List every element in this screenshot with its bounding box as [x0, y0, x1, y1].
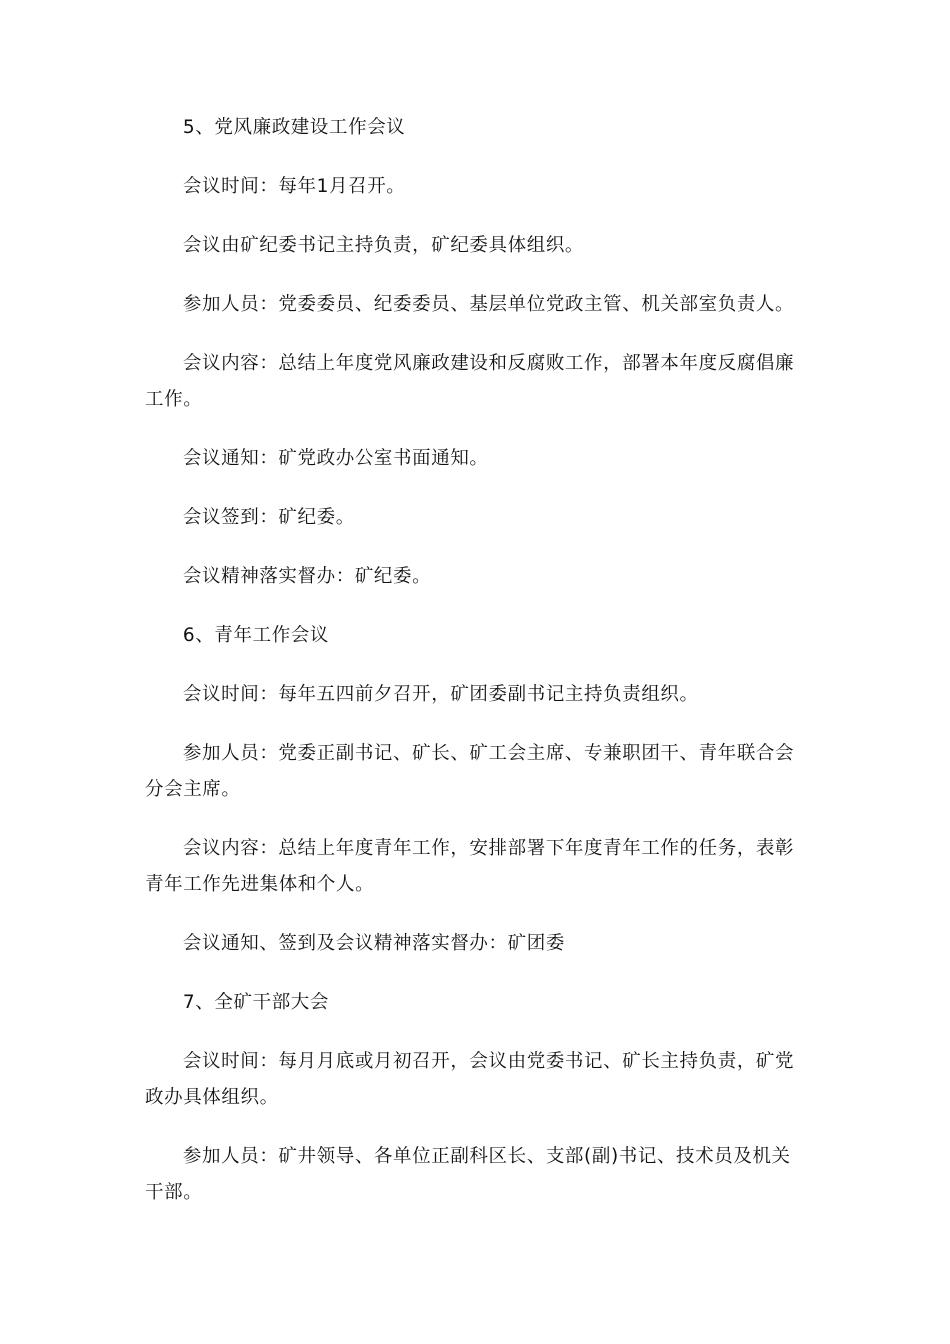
meeting-time: 会议时间：每年1月召开。	[182, 176, 406, 197]
meeting-supervision: 会议精神落实督办：矿纪委。	[182, 566, 432, 587]
document-body	[145, 110, 800, 1234]
meeting-attendees: 参加人员：党委正副书记、矿长、矿工会主席、专兼职团干、青年联合会分会主席。	[145, 743, 795, 800]
section-heading-7: 7、全矿干部大会	[182, 992, 329, 1013]
meeting-signin: 会议签到：矿纪委。	[182, 507, 355, 528]
meeting-notice: 会议通知：矿党政办公室书面通知。	[182, 448, 489, 469]
meeting-time: 会议时间：每年五四前夕召开，矿团委副书记主持负责组织。	[182, 684, 699, 705]
meeting-attendees: 参加人员：党委委员、纪委委员、基层单位党政主管、机关部室负责人。	[182, 294, 795, 315]
meeting-host: 会议由矿纪委书记主持负责，矿纪委具体组织。	[182, 235, 585, 256]
meeting-attendees: 参加人员：矿井领导、各单位正副科区长、支部(副)书记、技术员及机关干部。	[145, 1146, 791, 1203]
meeting-notice-signin-supervision: 会议通知、签到及会议精神落实督办：矿团委	[182, 933, 565, 954]
section-heading-6: 6、青年工作会议	[182, 625, 329, 646]
meeting-time: 会议时间：每月月底或月初召开，会议由党委书记、矿长主持负责，矿党政办具体组织。	[145, 1051, 795, 1108]
section-heading-5: 5、党风廉政建设工作会议	[182, 117, 406, 138]
meeting-content: 会议内容：总结上年度党风廉政建设和反腐败工作，部署本年度反腐倡廉工作。	[145, 353, 795, 410]
meeting-content: 会议内容：总结上年度青年工作，安排部署下年度青年工作的任务，表彰青年工作先进集体和个人。	[145, 838, 795, 895]
